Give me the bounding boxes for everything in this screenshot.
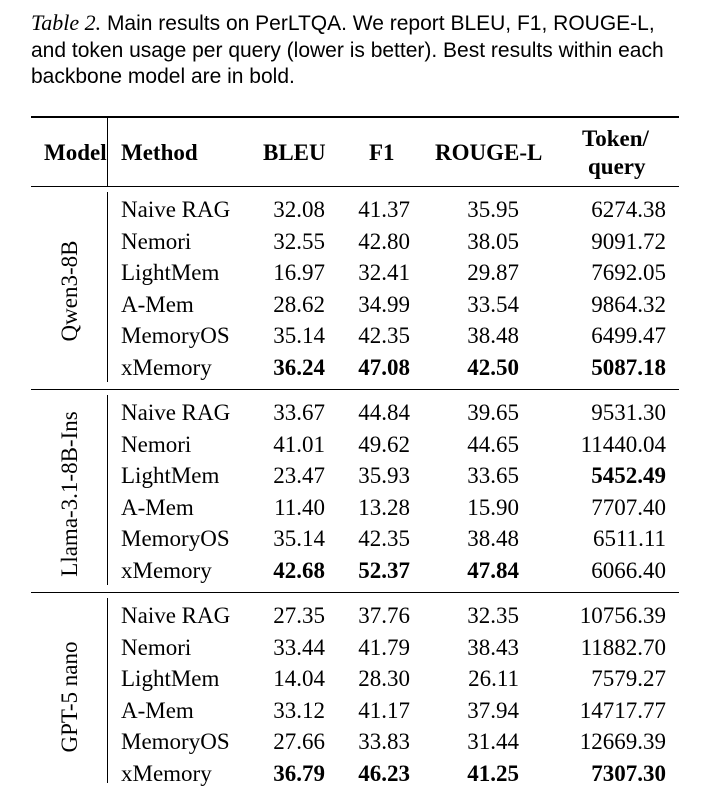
bleu-cell: 35.14 (273, 323, 325, 348)
f1-cell: 13.28 (358, 494, 410, 520)
method-cell: Nemori (121, 634, 192, 660)
rouge-cell: 31.44 (467, 729, 519, 754)
f1-cell: 47.08 (358, 354, 410, 380)
token-cell: 5087.18 (591, 354, 666, 380)
rouge-cell: 38.48 (467, 323, 519, 348)
group-rule-1 (31, 389, 679, 390)
method-cell: Naive RAG (121, 197, 231, 222)
group-divider-1 (107, 192, 108, 382)
caption-text: Main results on PerLTQA. We report BLEU, F1, ROUGE-L, and token usage per query (lower is better). Best results within each backbone model are in bold. (31, 12, 664, 88)
token-cell: 7307.30 (591, 760, 666, 786)
rouge-cell: 26.11 (468, 666, 519, 691)
rouge-cell: 38.48 (467, 526, 519, 551)
header-token: Token/ (582, 126, 649, 151)
rouge-cell: 32.35 (467, 603, 519, 628)
token-cell: 9091.72 (591, 228, 666, 254)
token-cell: 6066.40 (591, 557, 666, 583)
f1-cell: 32.41 (358, 260, 410, 285)
bleu-cell: 36.24 (273, 354, 325, 380)
f1-cell: 37.76 (358, 603, 410, 628)
f1-cell: 41.17 (358, 697, 410, 723)
f1-cell: 44.84 (358, 400, 410, 425)
header-query: query (588, 154, 646, 179)
f1-cell: 42.80 (358, 228, 410, 254)
token-cell: 7707.40 (591, 494, 666, 520)
bleu-cell: 33.67 (273, 400, 325, 425)
bleu-cell: 28.62 (273, 291, 325, 317)
method-cell: LightMem (121, 260, 220, 285)
method-cell: LightMem (121, 666, 220, 691)
bleu-cell: 27.35 (273, 603, 325, 628)
f1-cell: 41.37 (358, 197, 410, 222)
method-cell: Nemori (121, 431, 192, 457)
method-cell: MemoryOS (121, 526, 230, 551)
header-model: Model (44, 140, 107, 165)
bleu-cell: 36.79 (273, 760, 325, 786)
method-cell: A-Mem (121, 291, 194, 317)
group-model-label: Qwen3-8B (57, 240, 82, 341)
token-cell: 6274.38 (591, 197, 666, 222)
bleu-cell: 42.68 (273, 557, 325, 583)
caption-label: Table 2. (31, 10, 102, 35)
rouge-cell: 39.65 (467, 400, 519, 425)
rouge-cell: 37.94 (467, 697, 519, 723)
token-cell: 11882.70 (580, 634, 666, 660)
method-cell: xMemory (121, 354, 212, 380)
method-cell: xMemory (121, 557, 212, 583)
header-divider (107, 118, 108, 186)
bleu-cell: 35.14 (273, 526, 325, 551)
rouge-cell: 33.54 (467, 291, 519, 317)
group-model-label: GPT-5 nano (57, 641, 82, 752)
rouge-cell: 33.65 (467, 463, 519, 488)
bleu-cell: 32.55 (273, 228, 325, 254)
rouge-cell: 38.43 (467, 634, 519, 660)
token-cell: 14717.77 (579, 697, 666, 723)
rouge-cell: 38.05 (467, 228, 519, 254)
header-f1: F1 (369, 140, 395, 165)
token-cell: 9864.32 (591, 291, 666, 317)
f1-cell: 49.62 (358, 431, 410, 457)
bleu-cell: 27.66 (273, 729, 325, 754)
header-rouge: ROUGE-L (435, 140, 543, 165)
token-cell: 12669.39 (579, 729, 666, 754)
bleu-cell: 14.04 (273, 666, 325, 691)
token-cell: 11440.04 (580, 431, 666, 457)
method-cell: A-Mem (121, 494, 194, 520)
bleu-cell: 33.44 (273, 634, 325, 660)
bleu-cell: 41.01 (273, 431, 325, 457)
bleu-cell: 33.12 (273, 697, 325, 723)
f1-cell: 42.35 (358, 526, 410, 551)
method-cell: Nemori (121, 228, 192, 254)
top-rule (31, 116, 679, 118)
group-divider-3 (107, 598, 108, 783)
group-model-label: Llama-3.1-8B-Ins (57, 410, 82, 577)
header-rule (31, 186, 679, 187)
method-cell: MemoryOS (121, 729, 230, 754)
method-cell: LightMem (121, 463, 220, 488)
token-cell: 9531.30 (591, 400, 666, 425)
token-cell: 7692.05 (591, 260, 666, 285)
bleu-cell: 16.97 (273, 260, 325, 285)
rouge-cell: 47.84 (467, 557, 519, 583)
rouge-cell: 15.90 (467, 494, 519, 520)
f1-cell: 42.35 (358, 323, 410, 348)
method-cell: xMemory (121, 760, 212, 786)
rouge-cell: 42.50 (467, 354, 519, 380)
f1-cell: 41.79 (358, 634, 410, 660)
rouge-cell: 35.95 (467, 197, 519, 222)
f1-cell: 52.37 (358, 557, 410, 583)
rouge-cell: 29.87 (467, 260, 519, 285)
token-cell: 7579.27 (591, 666, 666, 691)
bleu-cell: 11.40 (274, 494, 325, 520)
token-cell: 6511.11 (592, 526, 666, 551)
token-cell: 10756.39 (579, 603, 666, 628)
method-cell: Naive RAG (121, 603, 231, 628)
token-cell: 6499.47 (591, 323, 666, 348)
f1-cell: 28.30 (358, 666, 410, 691)
header-method: Method (121, 140, 198, 165)
f1-cell: 46.23 (358, 760, 410, 786)
method-cell: Naive RAG (121, 400, 231, 425)
rouge-cell: 44.65 (467, 431, 519, 457)
f1-cell: 35.93 (358, 463, 410, 488)
rouge-cell: 41.25 (467, 760, 519, 786)
token-cell: 5452.49 (591, 463, 666, 488)
group-divider-2 (107, 395, 108, 585)
f1-cell: 33.83 (358, 729, 410, 754)
bleu-cell: 32.08 (273, 197, 325, 222)
table-caption (31, 10, 686, 91)
method-cell: MemoryOS (121, 323, 230, 348)
method-cell: A-Mem (121, 697, 194, 723)
bleu-cell: 23.47 (273, 463, 325, 488)
header-bleu: BLEU (263, 140, 326, 165)
group-rule-2 (31, 592, 679, 593)
f1-cell: 34.99 (358, 291, 410, 317)
